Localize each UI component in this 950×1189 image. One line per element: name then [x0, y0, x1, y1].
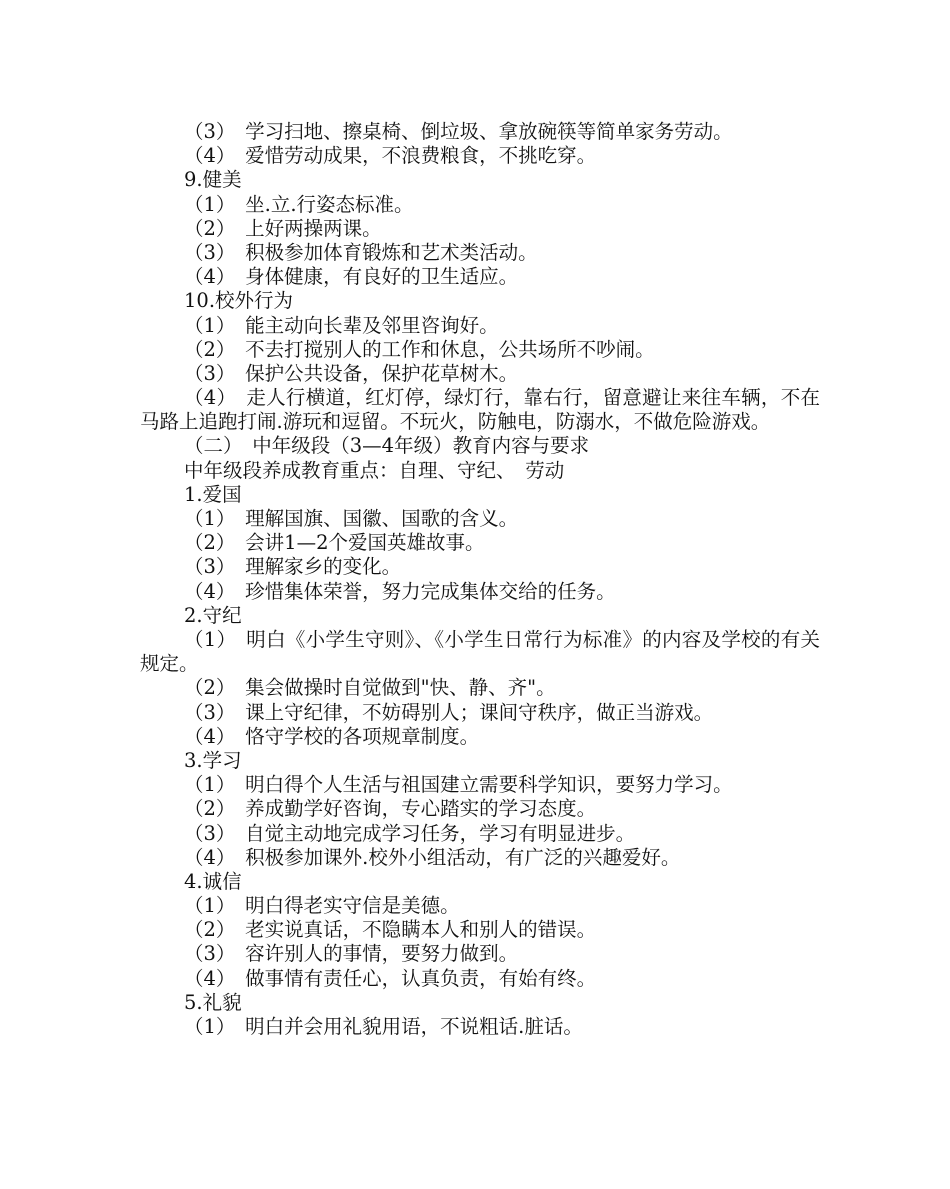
section-heading: （二） 中年级段（3—4年级）教育内容与要求	[184, 434, 590, 458]
list-item: （1） 明白得个人生活与祖国建立需要科学知识，要努力学习。	[184, 773, 733, 797]
list-item: （2） 会讲1—2个爱国英雄故事。	[184, 531, 485, 555]
section-heading: 1.爱国	[184, 482, 242, 506]
section-heading: 5.礼貌	[184, 990, 242, 1014]
list-paragraph: （4） 走人行横道，红灯停，绿灯行，靠右行，留意避让来往车辆，不在马路上追跑打闹.游玩和逗留。不玩火，防触电，防溺水，不做危险游戏。	[140, 386, 820, 434]
list-item: （1） 理解国旗、国徽、国歌的含义。	[184, 507, 519, 531]
list-item: （2） 老实说真话，不隐瞒本人和别人的错误。	[184, 918, 597, 942]
section-heading: 4.诚信	[184, 869, 242, 893]
list-item: （4） 爱惜劳动成果，不浪费粮食，不挑吃穿。	[184, 144, 597, 168]
list-item: （4） 恪守学校的各项规章制度。	[184, 724, 480, 748]
list-item: （4） 珍惜集体荣誉，努力完成集体交给的任务。	[184, 579, 616, 603]
section-heading: 9.健美	[184, 168, 242, 192]
list-item: （2） 养成勤学好咨询，专心踏实的学习态度。	[184, 797, 597, 821]
list-paragraph: （1） 明白《小学生守则》、《小学生日常行为标准》的内容及学校的有关规定。	[140, 627, 820, 676]
list-item: （3） 理解家乡的变化。	[184, 555, 402, 579]
list-item: （3） 学习扫地、擦桌椅、倒垃圾、拿放碗筷等简单家务劳动。	[184, 120, 733, 143]
list-item: （2） 不去打搅别人的工作和休息，公共场所不吵闹。	[184, 337, 655, 361]
section-heading: 2.守纪	[184, 603, 242, 627]
list-item: （4） 做事情有责任心，认真负责，有始有终。	[184, 966, 597, 990]
list-item: （3） 课上守纪律，不妨碍别人；课间守秩序，做正当游戏。	[184, 700, 714, 724]
list-item: （3） 自觉主动地完成学习任务，学习有明显进步。	[184, 821, 636, 845]
list-item: （1） 坐.立.行姿态标准。	[184, 192, 414, 216]
document-body	[140, 120, 820, 1039]
section-heading: 中年级段养成教育重点：自理、守纪、 劳动	[184, 458, 565, 482]
list-item: （1） 能主动向长辈及邻里咨询好。	[184, 313, 499, 337]
list-item: （1） 明白得老实守信是美德。	[184, 894, 460, 918]
list-item: （3） 积极参加体育锻炼和艺术类活动。	[184, 240, 538, 264]
list-item: （2） 集会做操时自觉做到"快、静、齐"。	[184, 676, 556, 700]
section-heading: 10.校外行为	[184, 289, 294, 313]
list-item: （2） 上好两操两课。	[184, 216, 382, 240]
list-item: （4） 身体健康，有良好的卫生适应。	[184, 265, 519, 289]
list-item: （3） 保护公共设备，保护花草树木。	[184, 361, 519, 385]
section-heading: 3.学习	[184, 748, 242, 772]
list-item: （4） 积极参加课外.校外小组活动，有广泛的兴趣爱好。	[184, 845, 681, 869]
list-item: （3） 容许别人的事情，要努力做到。	[184, 942, 519, 966]
list-item: （1） 明白并会用礼貌用语，不说粗话.脏话。	[184, 1015, 583, 1038]
